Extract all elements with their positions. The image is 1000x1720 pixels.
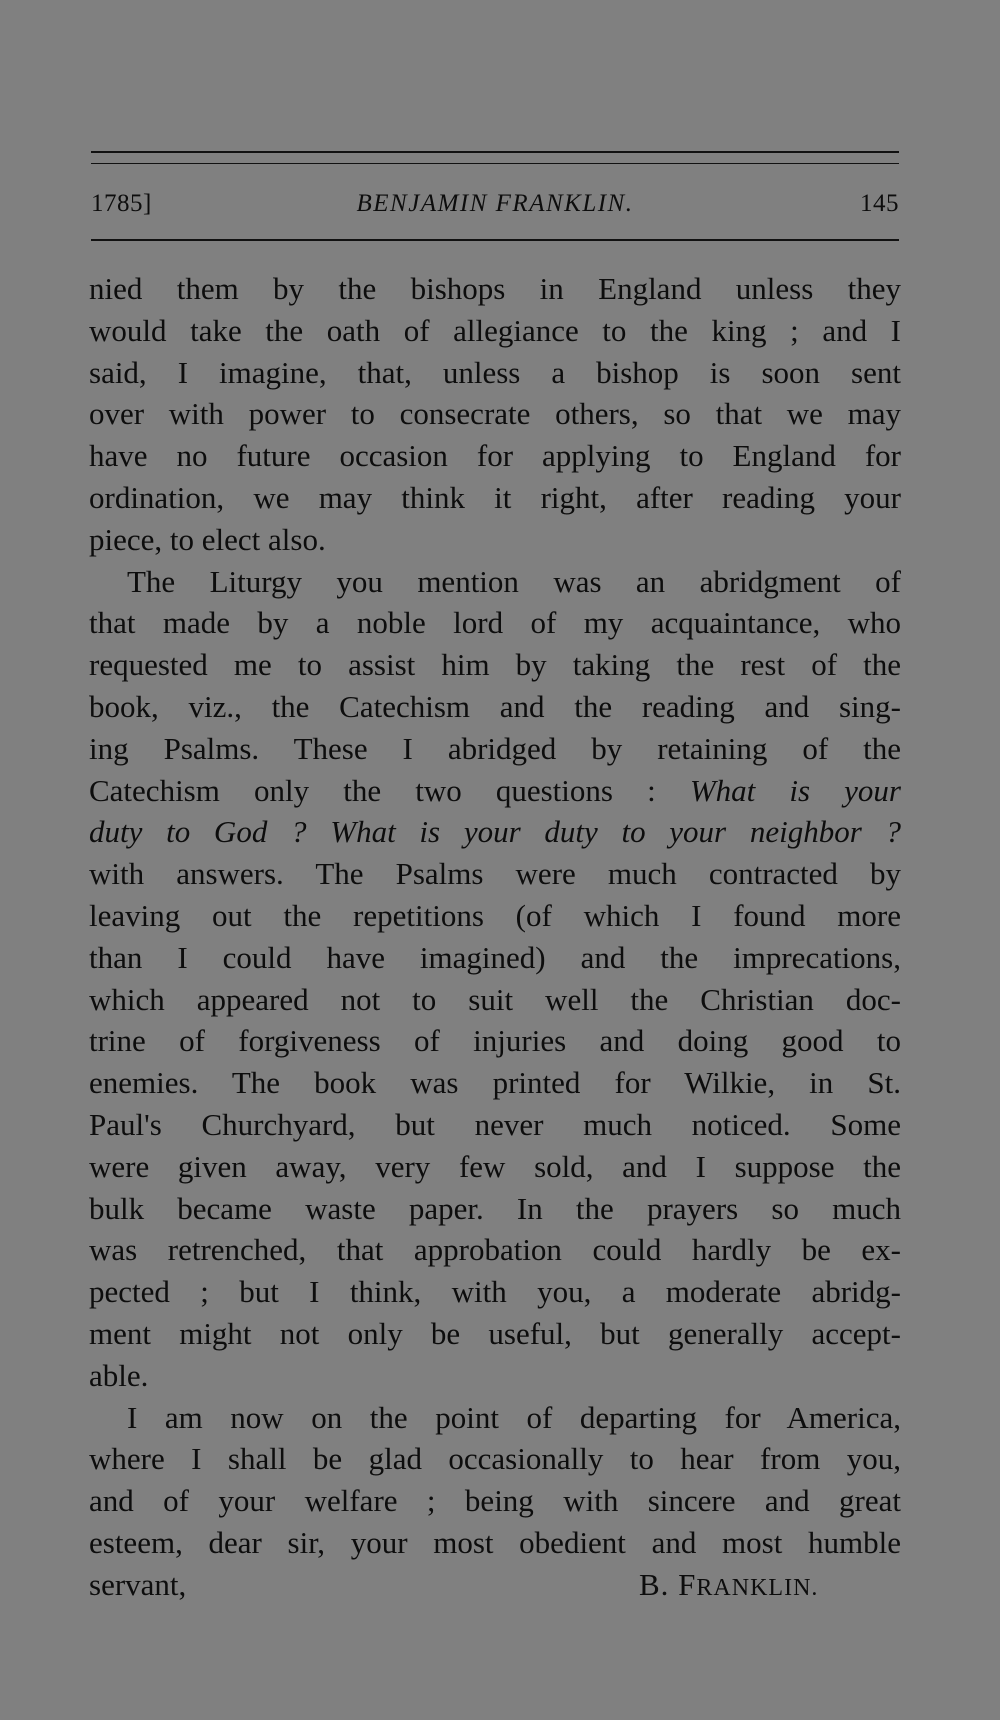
header-rule-top-thin [91, 163, 899, 164]
text-line: enemies. The book was printed for Wilkie, in St. [89, 1065, 901, 1101]
text-line: piece, to elect also. [89, 521, 326, 557]
text-line: with answers. The Psalms were much contracted by [89, 856, 901, 892]
header-rule-top [91, 151, 899, 153]
italic-question: What is your [689, 772, 901, 808]
text-line: esteem, dear sir, your most obedient and most humble [89, 1524, 901, 1560]
text-line: said, I imagine, that, unless a bishop is soon sent [89, 354, 901, 390]
text-segment: Catechism only the two questions : [89, 772, 656, 808]
text-line: that made by a noble lord of my acquaintance, who [89, 605, 901, 641]
running-head [91, 190, 899, 226]
signature-surname: RANKLIN. [696, 1574, 819, 1601]
text-line: ing Psalms. These I abridged by retaining of the [89, 730, 901, 766]
header-rule-bottom [91, 239, 899, 241]
text-line: book, viz., the Catechism and the reading and sing- [89, 688, 901, 724]
header-title: BENJAMIN FRANKLIN. [356, 190, 634, 217]
text-line: ment might not only be useful, but generally accept- [89, 1315, 901, 1351]
text-line-mixed [89, 770, 901, 812]
italic-question-line: duty to God ? What is your duty to your neighbor ? [89, 814, 901, 850]
text-line: have no future occasion for applying to England for [89, 438, 901, 474]
text-line: over with power to consecrate others, so that we may [89, 396, 901, 432]
text-line: requested me to assist him by taking the rest of the [89, 647, 901, 683]
text-line: able. [89, 1357, 149, 1393]
text-line: than I could have imagined) and the imprecations, [89, 939, 901, 975]
text-line: trine of forgiveness of injuries and doing good to [89, 1023, 901, 1059]
header-year: 1785] [91, 190, 152, 217]
text-line: The Liturgy you mention was an abridgment of [127, 563, 901, 599]
page-number: 145 [860, 190, 899, 217]
signature-initial: B. F [639, 1566, 697, 1602]
text-line: would take the oath of allegiance to the king ; and I [89, 312, 901, 348]
text-line: which appeared not to suit well the Christian doc- [89, 981, 901, 1017]
closing-word: servant, [89, 1566, 187, 1602]
text-line: and of your welfare ; being with sincere and great [89, 1483, 901, 1519]
text-line: I am now on the point of departing for America, [127, 1399, 901, 1435]
text-line: were given away, very few sold, and I suppose the [89, 1148, 901, 1184]
text-line: leaving out the repetitions (of which I found more [89, 897, 901, 933]
text-line: Paul's Churchyard, but never much noticed. Some [89, 1106, 901, 1142]
text-line: nied them by the bishops in England unless they [89, 271, 901, 306]
signature [639, 1564, 818, 1610]
text-line: where I shall be glad occasionally to hear from you, [89, 1441, 901, 1477]
text-line: was retrenched, that approbation could hardly be ex- [89, 1232, 901, 1268]
text-line: ordination, we may think it right, after reading your [89, 479, 901, 515]
text-line: pected ; but I think, with you, a moderate abridg- [89, 1274, 901, 1310]
letter-body [89, 268, 901, 1606]
closing-line [89, 1564, 901, 1606]
text-line: bulk became waste paper. In the prayers so much [89, 1190, 901, 1226]
